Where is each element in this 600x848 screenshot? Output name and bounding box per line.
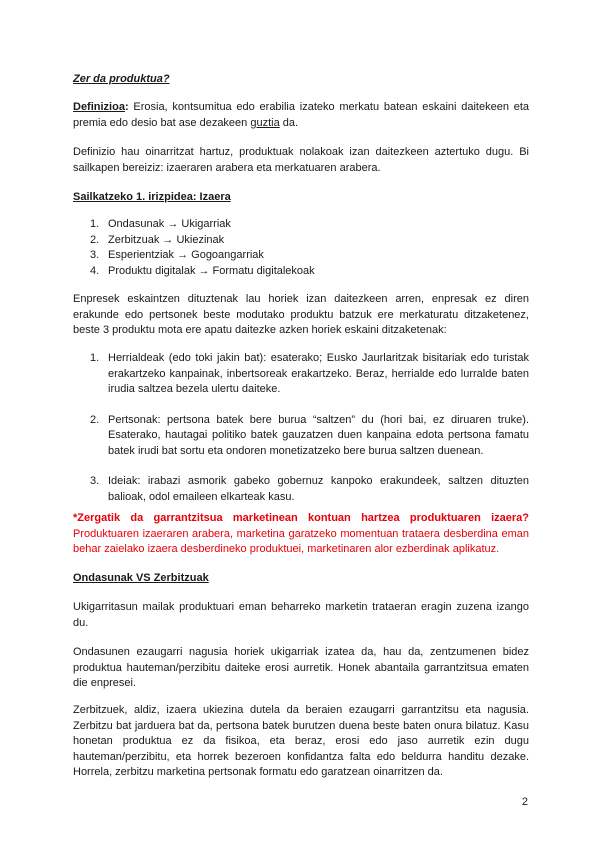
definizioa-label: Definizioa xyxy=(73,101,125,113)
ukigarritasun-paragraph: Ukigarritasun mailak produktuari eman beharreko marketin trataeran eragin zuzena izango du. xyxy=(73,601,529,629)
red-note-question: *Zergatik da garrantzitsua marketinean kontuan hartzea produktuaren izaera? xyxy=(73,512,529,524)
heading-ondasunak-vs-zerbitzuak: Ondasunak VS Zerbitzuak xyxy=(73,572,209,584)
list-item: 2. Zerbitzuak → Ukiezinak xyxy=(90,233,225,246)
list-item: 1. Herrialdeak (edo toki jakin bat): esaterako; Eusko Jaurlaritzak bisitariak edo turistak erakartzeko kanpainak, inbertsoreak erakartzeko. Beraz, herrialde edo lurralde baten irudia saltzea bezela ulertu daiteke. xyxy=(90,352,529,395)
other-products-list xyxy=(73,351,529,505)
enpresek-paragraph: Enpresek eskaintzen dituztenak lau horiek izan daitezkeen arren, enpresak ez diren erakunde edo pertsonek beste modutako produktu batzuk ere merkaturatu ditzaketenez, beste 3 produktu mota ere apatu daitezke azken horiek eskaini ditzaketenak: xyxy=(73,293,529,336)
red-note-answer: Produktuaren izaeraren arabera, marketina garatzeko momentuan trataera desberdina eman behar zaielako izaera desberdineko produktuei, marketinaren alor ezberdinak aplikatuz. xyxy=(73,527,529,555)
page-number: 2 xyxy=(521,796,528,808)
list-item: 1. Ondasunak → Ukigarriak xyxy=(90,218,231,230)
ondasunen-paragraph: Ondasunen ezaugarri nagusia horiek ukigarriak izatea da, hau da, zentzumenen bidez produktua hauteman/perzibitu daiteke erosi aurretik. Honek abantaila garrantzitsua ematen die enpresei. xyxy=(73,646,529,689)
heading-zer-da-produktua: Zer da produktua? xyxy=(73,73,170,85)
list-item: 4. Produktu digitalak → Formatu digitalekoak xyxy=(90,264,315,277)
intro-paragraph: Definizio hau oinarritzat hartuz, produktuak nolakoak izan daitezkeen aztertuko dugu. Bi sailkapen bereiziz: izaeraren arabera eta merkatuaren arabera. xyxy=(73,146,529,174)
definizioa-text-after: da. xyxy=(279,116,299,129)
heading-sailkatzeko-irizpidea: Sailkatzeko 1. irizpidea: Izaera xyxy=(73,191,231,203)
list-item: 3. Esperientziak → Gogoangarriak xyxy=(90,249,264,261)
red-note xyxy=(73,511,529,558)
list-item: 2. Pertsonak: pertsona batek bere burua “saltzen” du (hori bai, ez diruaren truke). Esaterako, hautagai politiko batek gauzatzen duen kanpaina edota pertsona famatu batek irudi bat sortu eta ondoren monetizatzeko bere burua saltzen duenean. xyxy=(90,413,529,457)
definizioa-paragraph xyxy=(73,100,529,131)
list-item: 3. Ideiak: irabazi asmorik gabeko gobernuz kanpoko erakundeek, saltzen dituzten balioak, odol emaileen elkarteak kasu. xyxy=(90,475,529,503)
definizioa-text-before: Erosia, kontsumitua edo erabilia izateko merkatu batean eskaini daitekeen eta premia edo desio bat ase dezakeen xyxy=(73,101,529,129)
definizioa-underlined-word: guztia xyxy=(250,116,280,129)
zerbitzuek-paragraph: Zerbitzuek, aldiz, izaera ukiezina dutela da beraien ezaugarri garrantzitsu eta nagusia. Zerbitzu bat jarduera bat da, pertsona batek burutzen duena beste baten onura bilatuz. Kasu honetan produktua ez da fisikoa, eta beraz, erosi edo jaso aurretik ezin dugu hauteman/perzibitu, eta horrek bezeroen konfidantza falta edo beldurra handitu dezake. Horrela, zerbitzu marketina pertsonak formatu edo garatzean oinarritzen da. xyxy=(73,704,529,778)
izaera-list xyxy=(73,217,529,279)
definizioa-colon: : xyxy=(124,101,129,113)
